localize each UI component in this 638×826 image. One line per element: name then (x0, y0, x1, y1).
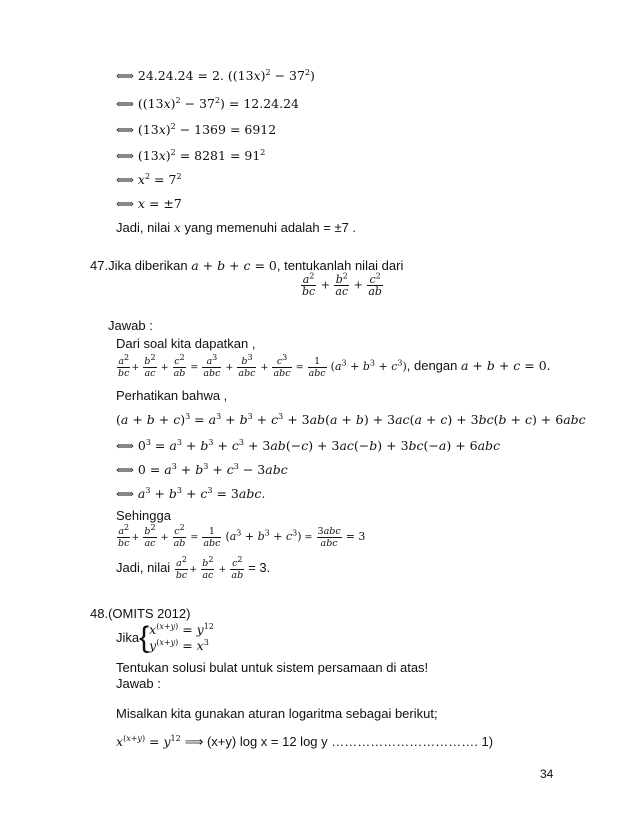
jika: Jika (116, 630, 140, 645)
from-problem: Dari soal kita dapatkan , (116, 336, 256, 351)
solution-line-5: ⟺ $x^2 = 7^2$ (116, 171, 182, 187)
log-equation: $x^{(x+y)} = y^{12}$ ⟹ (x+y) log x = 12 log y ……………………………. 1) (116, 733, 494, 749)
task-48: Tentukan solusi bulat untuk sistem persamaan di atas! (116, 660, 429, 675)
final-47: Jadi, nilai $\frac{a^2}{bc}$ + $\frac{b^2}{ac}$ + $\frac{c^2}{ab}$ = 3. (116, 554, 271, 581)
problem-source: (OMITS 2012) (108, 606, 191, 621)
solution-line-6: ⟺ x = ±7 (116, 196, 182, 211)
solution-line-2: ⟺ $((13x)^2 - 37^2) = 12.24.24$ (116, 95, 299, 111)
conclusion-46: Jadi, nilai x yang memenuhi adalah = ±7 . (116, 220, 357, 235)
notice: Perhatikan bahwa , (116, 388, 228, 403)
misalkan: Misalkan kita gunakan aturan logaritma sebagai berikut; (116, 706, 438, 721)
eq-47-1: $\frac{a^2}{bc}$ + $\frac{b^2}{ac}$ + $\frac{c^2}{ab}$ = $\frac{a^3}{\text{abc}}$ + $\frac{b^3}{\text{abc}}$ + $\frac{c^3}{\text{abc}}$ = $\frac{1}{\text{abc}}$ $(a^3 + b^3 + c^3)$, dengan a + b + c = 0. (118, 352, 551, 379)
problem-number: 48. (90, 606, 109, 621)
eq-47-6: $\frac{a^2}{bc}$ + $\frac{b^2}{ac}$ + $\frac{c^2}{ab}$ = $\frac{1}{\text{abc}}$ $(a^3 + b^3 + c^3)$ = $\frac{\text{3abc}}{\text{abc}}$ = 3 (118, 522, 366, 549)
solution-line-1: ⟺ 24.24.24 = 2. $((13x)^2 - 37^2)$ (116, 67, 315, 83)
solution-line-4: ⟺ $(13x)^2 = 8281 = 91^2$ (116, 147, 266, 163)
problem-47-expression: $\frac{a^2}{bc}$ + $\frac{b^2}{ac}$ + $\frac{c^2}{ab}$ (302, 271, 382, 298)
eq-47-4: ⟺ $0 = a^3 + b^3 + c^3 - 3abc$ (116, 461, 288, 477)
final-suffix: = 3. (248, 560, 271, 575)
eq-47-3: ⟺ $0^3 = a^3 + b^3 + c^3 + 3ab(-c) + 3ac(-b) + 3bc(-a) + 6abc$ (116, 437, 501, 453)
jawab-48: Jawab : (116, 676, 161, 691)
jawab-47: Jawab : (108, 318, 153, 333)
final-prefix: Jadi, nilai (116, 560, 171, 575)
problem-47: 47.Jika diberikan a + b + c = 0, tentukanlah nilai dari (90, 258, 404, 273)
problem-number: 47. (90, 258, 109, 273)
eq-47-2: $(a + b + c)^3 = a^3 + b^3 + c^3 + 3ab(a + b) + 3ac(a + c) + 3bc(b + c) + 6abc$ (116, 411, 586, 427)
log-equation-text: ⟹ (x+y) log x = 12 log y ……………………………. 1) (184, 734, 494, 749)
solution-line-3: ⟺ $(13x)^2 - 1369 = 6912$ (116, 121, 277, 137)
problem-48 (90, 606, 190, 622)
eq-47-5: ⟺ $a^3 + b^3 + c^3 = 3abc$. (116, 485, 266, 501)
sehingga: Sehingga (116, 508, 171, 523)
page-number: 34 (540, 767, 554, 781)
system-equations: Jika{ $x^{(x+y)} = y^{12}$ $y^{(x+y)} = x^3$ (116, 621, 214, 654)
